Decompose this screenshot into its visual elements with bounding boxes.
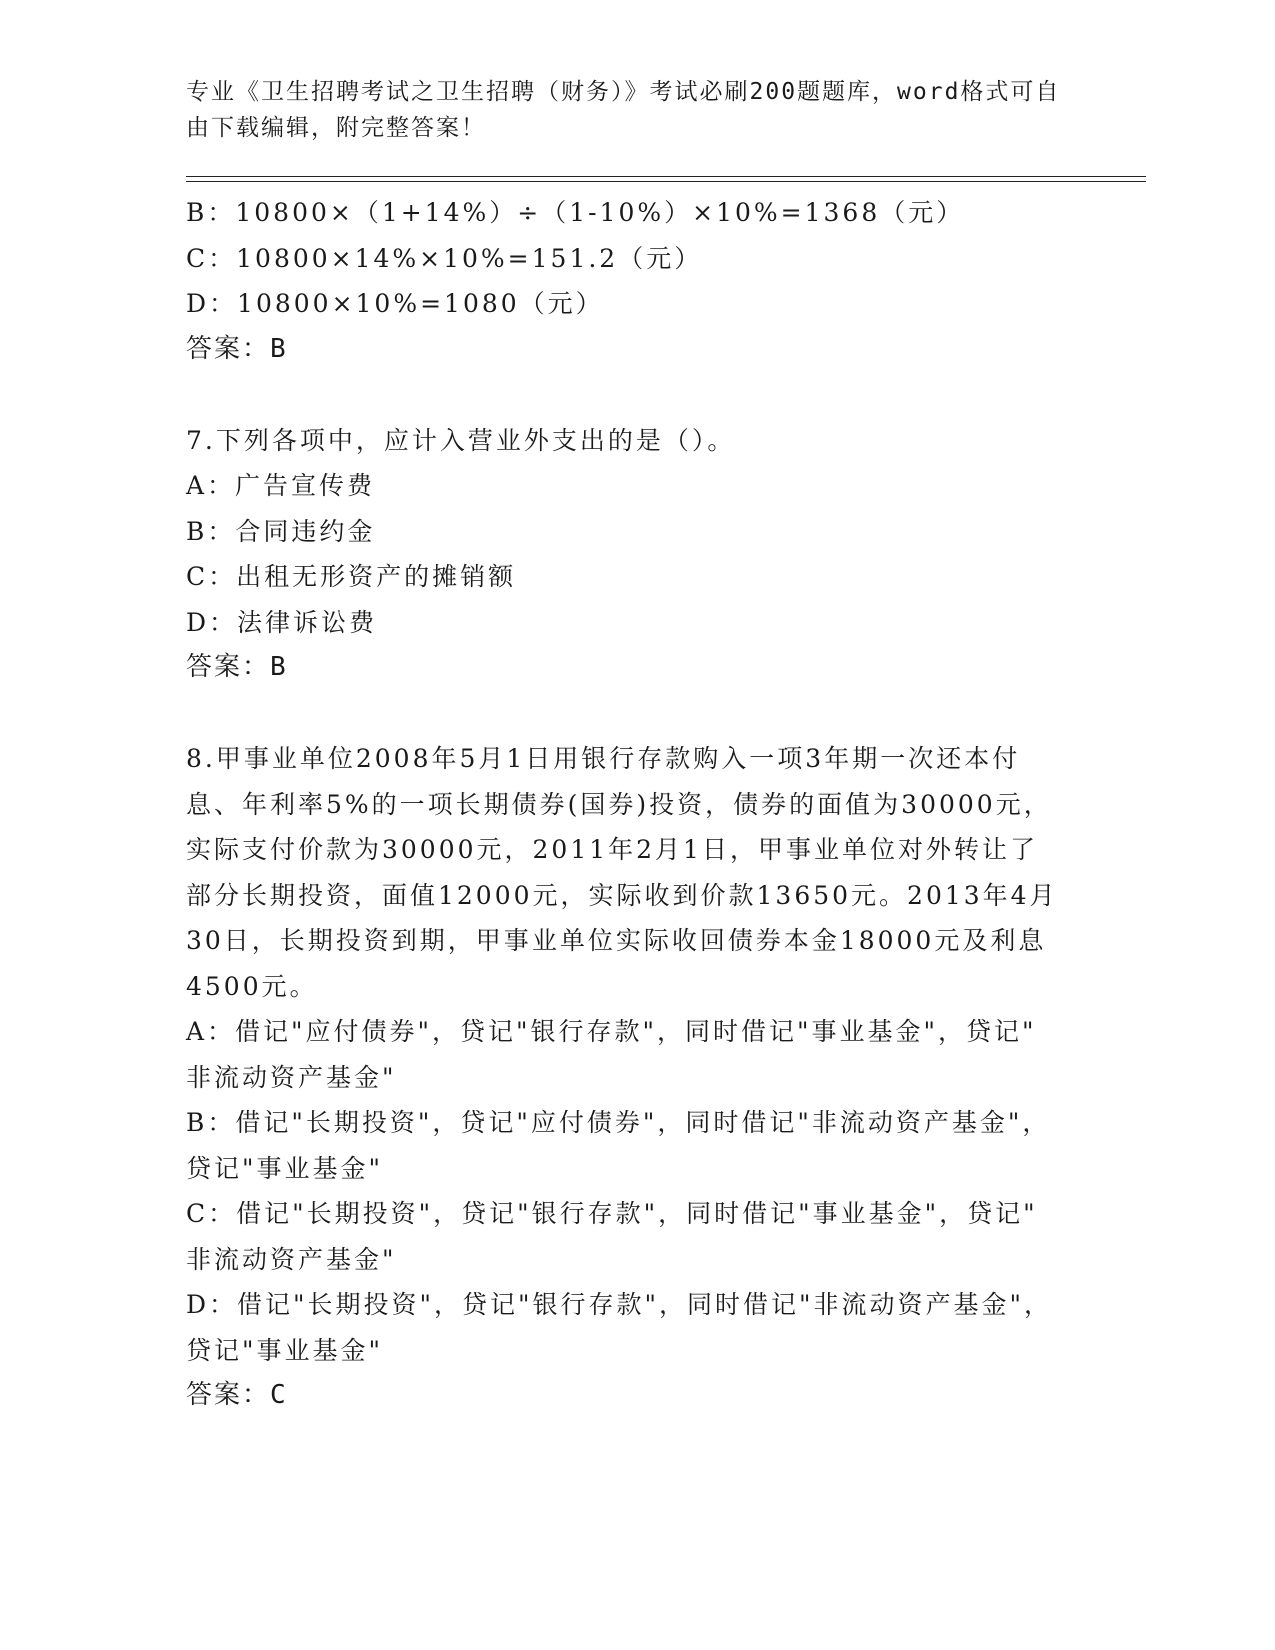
option-b: B：借记"长期投资"，贷记"应付债券"，同时借记"非流动资产基金"， (186, 1108, 1051, 1137)
option-d: D：借记"长期投资"，贷记"银行存款"，同时借记"非流动资产基金"， (186, 1290, 1053, 1319)
header-divider-top (186, 176, 1146, 177)
question-stem-line: 实际支付价款为30000元，2011年2月1日，甲事业单位对外转让了 (186, 835, 1038, 864)
option-d: D：10800×10%=1080（元） (186, 289, 604, 318)
header-line-2: 由下载编辑，附完整答案！ (186, 115, 486, 141)
option-c: C：10800×14%×10%=151.2（元） (186, 243, 703, 273)
option-b: B：合同违约金 (186, 516, 376, 546)
document-header (186, 74, 1066, 146)
spacer (186, 691, 1066, 737)
question-8 (186, 736, 1066, 1419)
option-b-continued: 贷记"事业基金" (186, 1153, 383, 1183)
option-a: A：借记"应付债券"，贷记"银行存款"，同时借记"事业基金"，贷记" (186, 1017, 1037, 1046)
document-body (186, 190, 1066, 1419)
question-stem-line: 8.甲事业单位2008年5月1日用银行存款购入一项3年期一次还本付 (186, 744, 1021, 773)
option-a-continued: 非流动资产基金" (186, 1062, 397, 1092)
option-b: B：10800×（1+14%）÷（1-10%）×10%=1368（元） (186, 198, 965, 227)
header-line-1: 专业《卫生招聘考试之卫生招聘（财务）》考试必刷200题题库，word格式可自 (186, 79, 1061, 105)
answer: 答案：B (186, 333, 288, 364)
answer: 答案：B (186, 652, 288, 682)
spacer (186, 372, 1066, 418)
question-stem-line: 部分长期投资，面值12000元，实际收到价款13650元。2013年4月 (186, 880, 1058, 910)
option-d-continued: 贷记"事业基金" (186, 1335, 383, 1365)
question-stem-line: 4500元。 (186, 971, 318, 1001)
question-stem-line: 息、年利率5%的一项长期债券(国券)投资，债券的面值为30000元， (186, 789, 1052, 819)
option-c-continued: 非流动资产基金" (186, 1244, 397, 1274)
answer: 答案：C (186, 1380, 288, 1410)
question-stem-line: 30日，长期投资到期，甲事业单位实际收回债券本金18000元及利息 (186, 926, 1047, 955)
option-a: A：广告宣传费 (186, 471, 376, 500)
question-7 (186, 418, 1066, 691)
header-divider-bottom (186, 181, 1146, 182)
option-d: D：法律诉讼费 (186, 607, 378, 637)
question-6-continued (186, 190, 1066, 372)
option-c: C：出租无形资产的摊销额 (186, 562, 517, 591)
option-c: C：借记"长期投资"，贷记"银行存款"，同时借记"事业基金"，贷记" (186, 1199, 1038, 1228)
question-stem: 7.下列各项中，应计入营业外支出的是（）。 (186, 425, 736, 455)
